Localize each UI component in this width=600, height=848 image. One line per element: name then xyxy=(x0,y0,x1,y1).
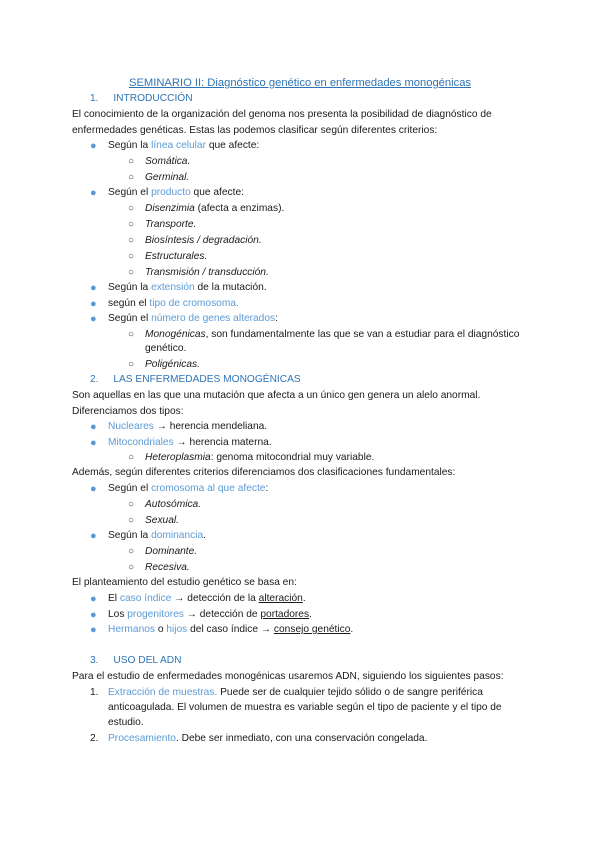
sub-list-item: Somática. xyxy=(145,156,191,167)
list-item: El caso índice → detección de la alteración. xyxy=(108,593,306,604)
bullet-dot-icon: ● xyxy=(90,437,97,449)
bullet-dot-icon: ● xyxy=(90,530,97,542)
sub-bullet-icon: ○ xyxy=(128,546,135,557)
section-number: 2. xyxy=(90,374,99,385)
sub-list-item: Heteroplasmia: genoma mitocondrial muy variable. xyxy=(145,452,375,463)
list-item: Según el cromosoma al que afecte: xyxy=(108,483,269,494)
sub-list-item: Germinal. xyxy=(145,172,190,183)
section-title: INTRODUCCIÓN xyxy=(113,93,193,104)
highlight-term: caso índice xyxy=(119,593,172,604)
sub-bullet-icon: ○ xyxy=(128,359,135,370)
numbered-item-continuation: estudio. xyxy=(108,717,144,728)
list-number: 2. xyxy=(90,733,99,744)
underlined-term: consejo genético xyxy=(273,624,351,635)
highlight-term: dominancia xyxy=(151,530,204,541)
list-item: según el tipo de cromosoma. xyxy=(108,298,239,309)
underlined-term: portadores xyxy=(260,609,310,620)
sub-bullet-icon: ○ xyxy=(128,267,135,278)
highlight-term: número de genes alterados xyxy=(151,313,276,324)
list-item: Según la extensión de la mutación. xyxy=(108,282,267,293)
highlight-term: cromosoma al que afecte xyxy=(151,483,266,494)
sub-list-item: Dominante. xyxy=(145,546,198,557)
numbered-item-continuation: anticoagulada. El volumen de muestra es variable según el tipo de paciente y el tipo de xyxy=(108,702,502,713)
paragraph: Para el estudio de enfermedades monogénicas usaremos ADN, siguiendo los siguientes pasos: xyxy=(72,671,504,682)
bullet-dot-icon: ● xyxy=(90,593,97,605)
sub-bullet-icon: ○ xyxy=(128,156,135,167)
paragraph: Son aquellas en las que una mutación que afecta a un único gen genera un alelo anormal. xyxy=(72,390,481,401)
sub-bullet-icon: ○ xyxy=(128,203,135,214)
list-number: 1. xyxy=(90,687,99,698)
sub-list-item: Transmisión / transducción. xyxy=(145,267,269,278)
sub-list-item: Disenzimia (afecta a enzimas). xyxy=(145,203,285,214)
sub-list-item: Transporte. xyxy=(145,219,197,230)
paragraph: El planteamiento del estudio genético se basa en: xyxy=(72,577,297,588)
paragraph: Diferenciamos dos tipos: xyxy=(72,406,184,417)
sub-list-item: Sexual. xyxy=(145,515,179,526)
section-heading-3 xyxy=(90,654,181,668)
sub-bullet-icon: ○ xyxy=(128,329,135,340)
highlight-term: producto xyxy=(151,187,191,198)
list-item: Nucleares → herencia mendeliana. xyxy=(108,421,268,432)
bullet-dot-icon: ● xyxy=(90,483,97,495)
page-title: SEMINARIO II: Diagnóstico genético en enfermedades monogénicas xyxy=(128,77,472,89)
paragraph: enfermedades genéticas. Estas las podemos clasificar según diferentes criterios: xyxy=(72,125,438,136)
bullet-dot-icon: ● xyxy=(90,421,97,433)
sub-bullet-icon: ○ xyxy=(128,515,135,526)
highlight-term: extensión xyxy=(151,282,195,293)
section-title: USO DEL ADN xyxy=(113,655,182,666)
highlight-term: progenitores xyxy=(127,609,184,620)
section-title: LAS ENFERMEDADES MONOGÉNICAS xyxy=(113,374,301,385)
underlined-term: alteración xyxy=(258,593,303,604)
bullet-dot-icon: ● xyxy=(90,313,97,325)
list-item: Según el número de genes alterados: xyxy=(108,313,278,324)
list-item: Hermanos o hijos del caso índice → consejo genético. xyxy=(108,624,354,635)
highlight-term: Nucleares xyxy=(108,421,154,432)
list-item: Según el producto que afecte: xyxy=(108,187,244,198)
sub-bullet-icon: ○ xyxy=(128,235,135,246)
sub-bullet-icon: ○ xyxy=(128,172,135,183)
paragraph: Además, según diferentes criterios diferenciamos dos clasificaciones fundamentales: xyxy=(72,467,456,478)
sub-list-item: Poligénicas. xyxy=(145,359,200,370)
bullet-dot-icon: ● xyxy=(90,282,97,294)
highlight-term: Hermanos xyxy=(108,624,155,635)
section-heading-2 xyxy=(90,373,301,387)
highlight-term: hijos xyxy=(166,624,188,635)
bullet-dot-icon: ● xyxy=(90,187,97,199)
paragraph: El conocimiento de la organización del genoma nos presenta la posibilidad de diagnóstico de xyxy=(72,109,492,120)
list-item: Según la dominancia. xyxy=(108,530,207,541)
section-heading-1 xyxy=(90,92,193,106)
sub-bullet-icon: ○ xyxy=(128,251,135,262)
section-number: 1. xyxy=(90,93,99,104)
list-item: Mitocondriales → herencia materna. xyxy=(108,437,272,448)
bullet-dot-icon: ● xyxy=(90,624,97,636)
sub-bullet-icon: ○ xyxy=(128,452,135,463)
sub-list-item: Autosómica. xyxy=(145,499,202,510)
sub-bullet-icon: ○ xyxy=(128,219,135,230)
section-number: 3. xyxy=(90,655,99,666)
sub-list-item: Biosíntesis / degradación. xyxy=(145,235,262,246)
highlight-term: Mitocondriales xyxy=(108,437,174,448)
sub-list-item: Estructurales. xyxy=(145,251,208,262)
sub-list-item-continuation: genético. xyxy=(145,343,187,354)
bullet-dot-icon: ● xyxy=(90,609,97,621)
bullet-dot-icon: ● xyxy=(90,298,97,310)
sub-bullet-icon: ○ xyxy=(128,499,135,510)
list-item: Según la línea celular que afecte: xyxy=(108,140,260,151)
highlight-term: línea celular xyxy=(151,140,206,151)
sub-list-item: Monogénicas, son fundamentalmente las que se van a estudiar para el diagnóstico xyxy=(145,329,520,340)
highlight-term: Extracción de muestras. xyxy=(108,687,218,698)
numbered-item: Extracción de muestras. Puede ser de cualquier tejido sólido o de sangre periférica xyxy=(108,687,483,698)
sub-list-item: Recesiva. xyxy=(145,562,190,573)
list-item: Los progenitores → detección de portadores. xyxy=(108,609,312,620)
highlight-term: tipo de cromosoma. xyxy=(149,298,239,309)
bullet-dot-icon: ● xyxy=(90,140,97,152)
sub-bullet-icon: ○ xyxy=(128,562,135,573)
highlight-term: Procesamiento xyxy=(108,733,176,744)
numbered-item: Procesamiento. Debe ser inmediato, con una conservación congelada. xyxy=(108,733,428,744)
